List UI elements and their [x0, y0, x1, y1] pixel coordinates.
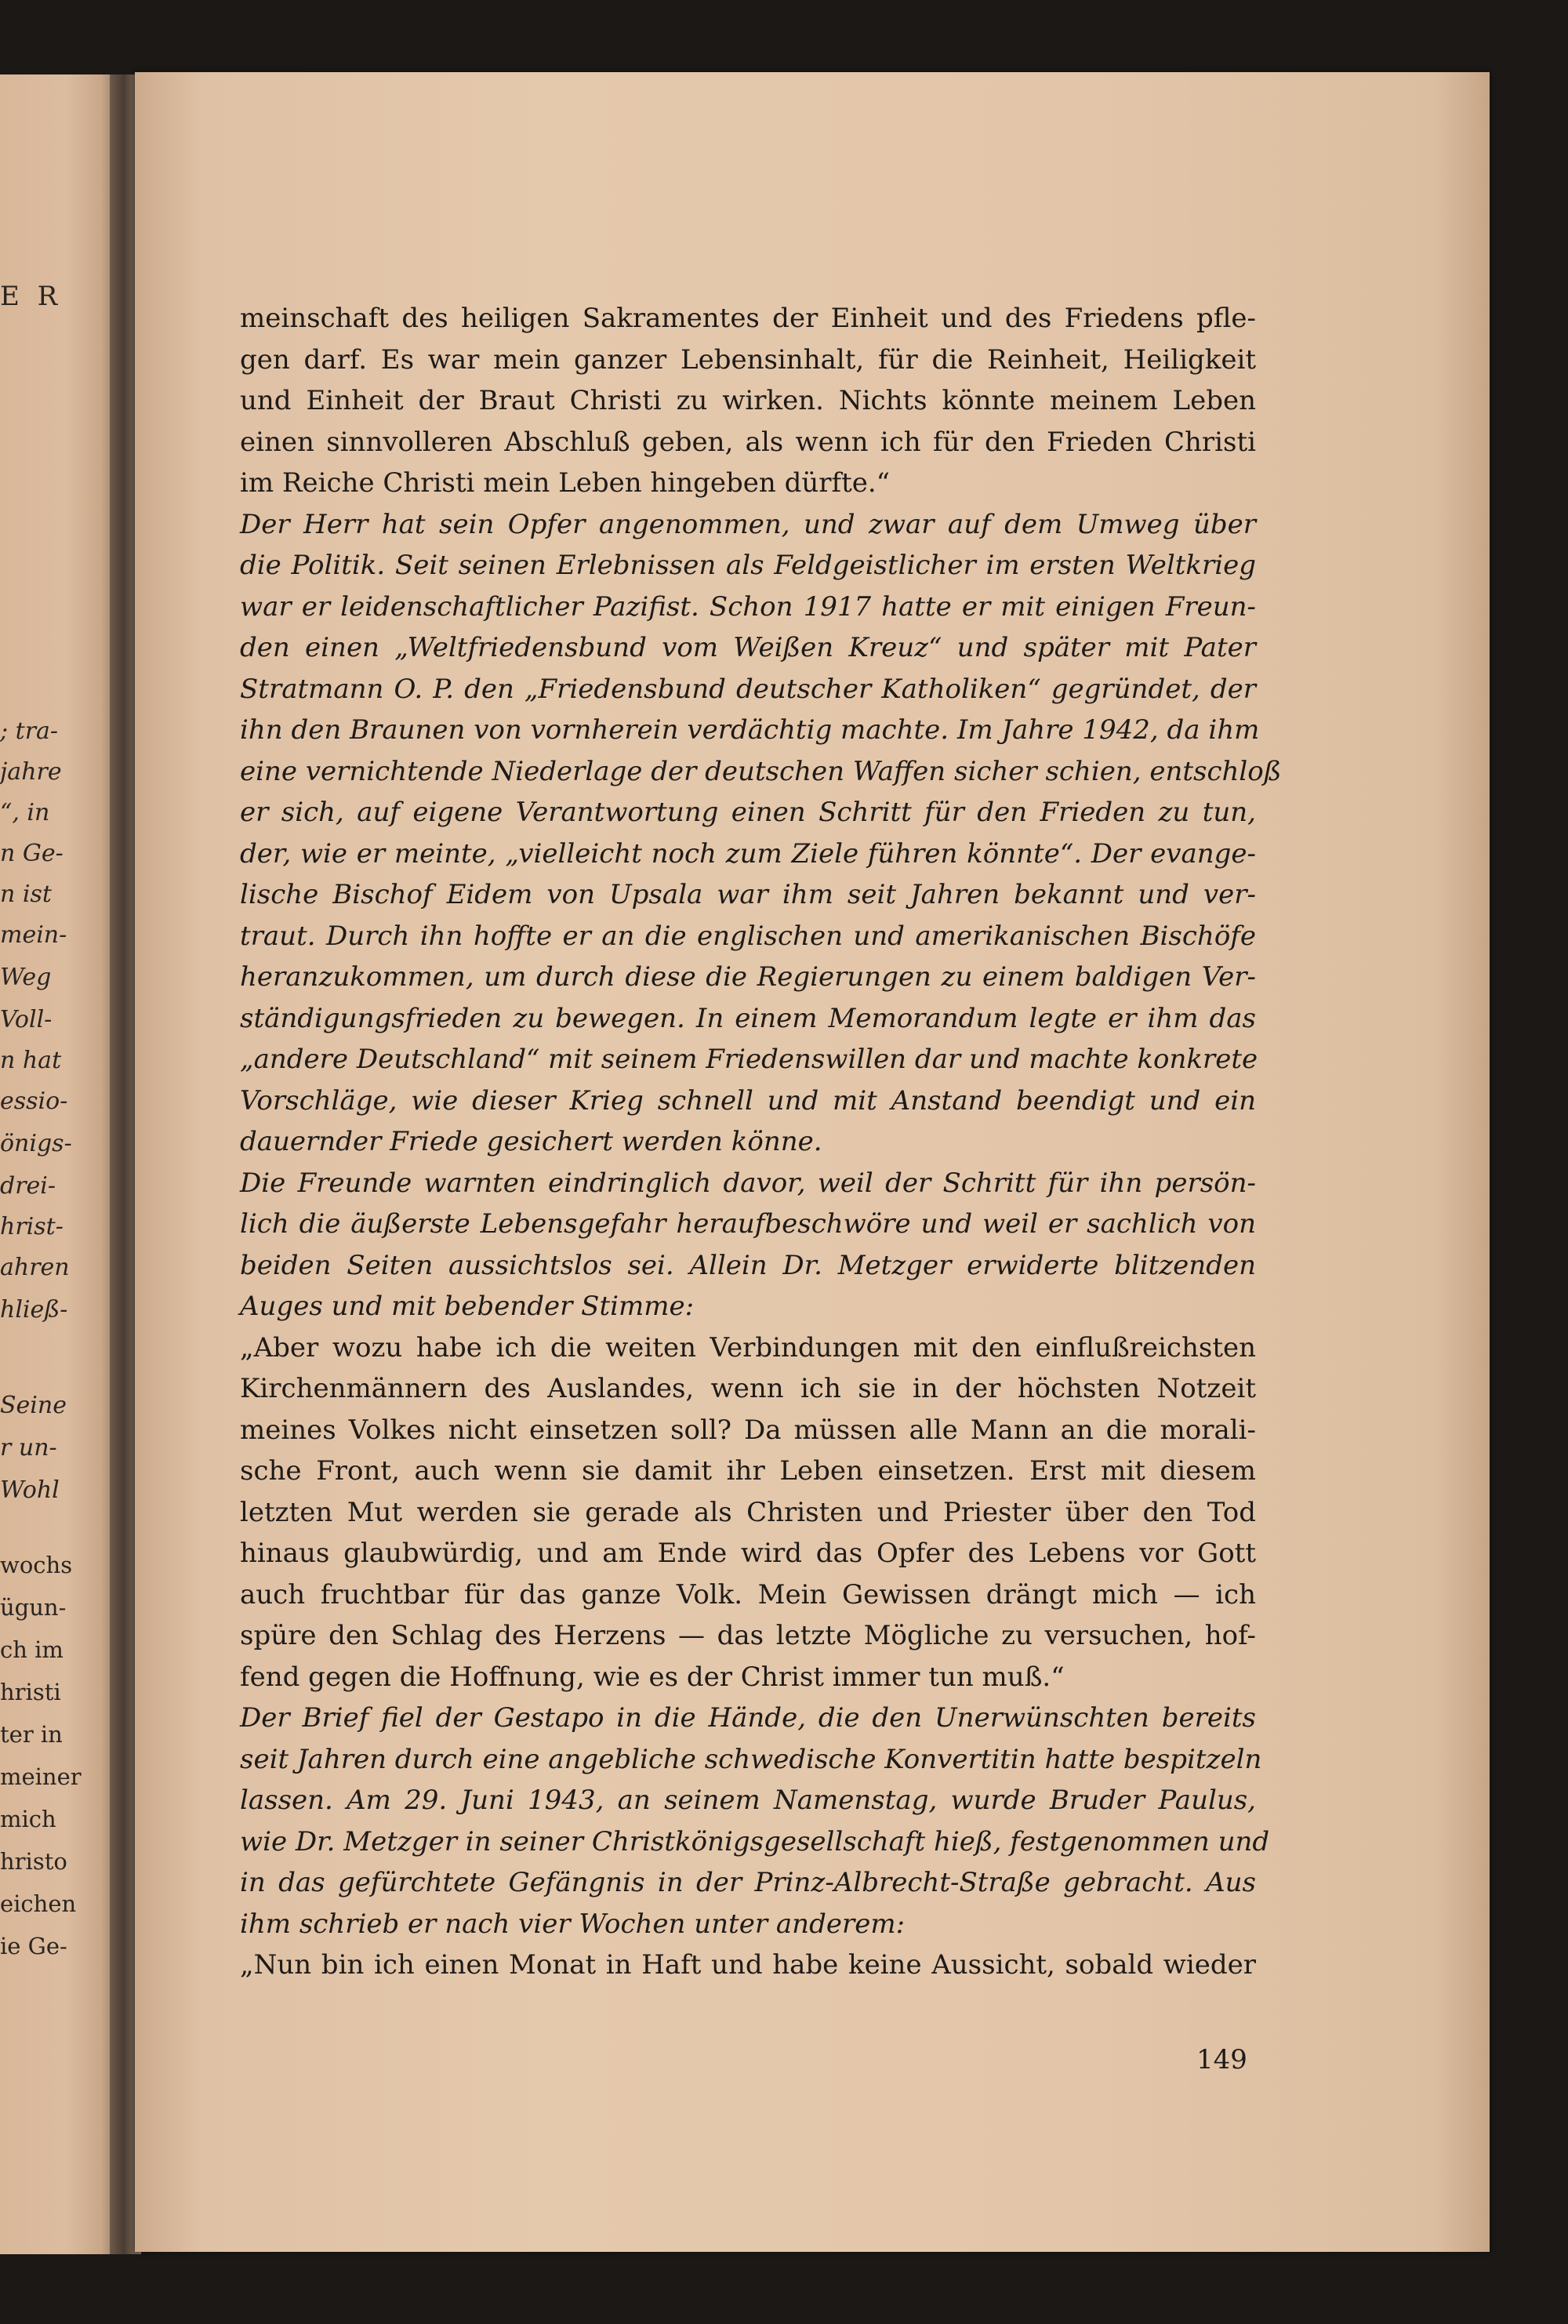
text-line: meines Volkes nicht einsetzen soll? Da müssen alle Mann an die morali- — [240, 1414, 1256, 1446]
left-fragment: meiner — [0, 1763, 82, 1790]
left-fragment: wochs — [0, 1552, 73, 1578]
text-line: „andere Deutschland“ mit seinem Friedenswillen dar und machte konkrete — [240, 1044, 1258, 1075]
left-fragment: Wohl — [0, 1476, 60, 1504]
text-line: Vorschläge, wie dieser Krieg schnell und mit Anstand beendigt und ein — [240, 1084, 1256, 1117]
left-page-fragment — [0, 74, 119, 2254]
text-line: spüre den Schlag des Herzens — das letzte Mögliche zu versuchen, hof- — [240, 1620, 1256, 1651]
text-line: letzten Mut werden sie gerade als Christen und Priester über den Tod — [240, 1496, 1256, 1528]
page-number: 149 — [1196, 2044, 1247, 2075]
left-fragment: hristi — [0, 1679, 61, 1705]
text-line: ihm schrieb er nach vier Wochen unter anderem: — [240, 1908, 906, 1940]
text-line: seit Jahren durch eine angebliche schwedische Konvertitin hatte bespitzeln — [240, 1743, 1262, 1775]
left-fragment: ahren — [0, 1254, 70, 1281]
left-fragment: jahre — [0, 758, 62, 786]
left-fragment: ; tra- — [0, 717, 59, 745]
text-line: meinschaft des heiligen Sakramentes der Einheit und des Friedens pfle- — [240, 303, 1256, 334]
text-line: einen sinnvolleren Abschluß geben, als wenn ich für den Frieden Christi — [240, 426, 1256, 458]
text-line: beiden Seiten aussichtslos sei. Allein Dr. Metzger erwiderte blitzenden — [240, 1249, 1256, 1281]
text-line: Auges und mit bebender Stimme: — [240, 1291, 695, 1322]
text-line: lich die äußerste Lebensgefahr heraufbeschwöre und weil er sachlich von — [240, 1208, 1256, 1240]
text-line: im Reiche Christi mein Leben hingeben dürfte.“ — [240, 467, 891, 499]
text-line: lische Bischof Eidem von Upsala war ihm seit Jahren bekannt und ver- — [240, 879, 1256, 910]
text-line: gen darf. Es war mein ganzer Lebensinhalt, für die Reinheit, Heiligkeit — [240, 343, 1256, 376]
left-fragment: hristo — [0, 1848, 67, 1875]
left-fragment: Seine — [0, 1392, 67, 1419]
text-line: in das gefürchtete Gefängnis in der Prinz-Albrecht-Straße gebracht. Aus — [240, 1867, 1256, 1898]
text-line: ihn den Braunen von vornherein verdächtig machte. Im Jahre 1942, da ihm — [240, 714, 1260, 746]
text-line: Die Freunde warnten eindringlich davor, weil der Schritt für ihn persön- — [240, 1167, 1256, 1199]
text-line: traut. Durch ihn hoffte er an die englischen und amerikanischen Bischöfe — [240, 920, 1256, 952]
text-line: sche Front, auch wenn sie damit ihr Leben einsetzen. Erst mit diesem — [240, 1455, 1256, 1487]
text-line: er sich, auf eigene Verantwortung einen Schritt für den Frieden zu tun, — [240, 797, 1256, 828]
left-fragment: n ist — [0, 881, 52, 908]
left-fragment: n hat — [0, 1047, 62, 1074]
text-line: „Nun bin ich einen Monat in Haft und habe keine Aussicht, sobald wieder — [240, 1949, 1256, 1981]
text-line: der, wie er meinte, „vielleicht noch zum Ziele führen könnte“. Der evange- — [240, 837, 1256, 870]
left-fragment: hrist- — [0, 1213, 64, 1240]
text-line: Der Brief fiel der Gestapo in die Hände, die den Unerwünschten bereits — [240, 1702, 1256, 1734]
text-line: Stratmann O. P. den „Friedensbund deutscher Katholiken“ gegründet, der — [240, 673, 1256, 705]
text-line: auch fruchtbar für das ganze Volk. Mein Gewissen drängt mich — ich — [240, 1578, 1256, 1610]
left-fragment: mich — [0, 1806, 56, 1832]
left-fragment: Weg — [0, 964, 52, 991]
text-line: dauernder Friede gesichert werden könne. — [240, 1126, 822, 1157]
left-fragment: essio- — [0, 1088, 68, 1115]
left-fragment: eichen — [0, 1890, 77, 1917]
left-fragment: Voll- — [0, 1006, 53, 1033]
text-line: wie Dr. Metzger in seiner Christkönigsgesellschaft hieß, festgenommen und — [240, 1825, 1270, 1857]
left-fragment: ter in — [0, 1721, 63, 1748]
text-line: und Einheit der Braut Christi zu wirken. Nichts könnte meinem Leben — [240, 385, 1256, 416]
left-fragment: r un- — [0, 1434, 57, 1462]
left-fragment: drei- — [0, 1172, 56, 1200]
left-fragment: önigs- — [0, 1130, 72, 1157]
text-line: eine vernichtende Niederlage der deutschen Waffen sicher schien, entschloß — [240, 755, 1282, 787]
left-fragment: n Ge- — [0, 840, 64, 867]
text-line: hinaus glaubwürdig, und am Ende wird das Opfer des Lebens vor Gott — [240, 1538, 1256, 1569]
left-fragment: E R — [0, 281, 63, 312]
text-line: Kirchenmännern des Auslandes, wenn ich sie in der höchsten Notzeit — [240, 1373, 1256, 1404]
left-fragment: “, in — [0, 799, 50, 826]
left-fragment: ie Ge- — [0, 1933, 67, 1959]
left-fragment: ch im — [0, 1636, 64, 1663]
page-body-text — [240, 298, 1282, 1986]
text-line: „Aber wozu habe ich die weiten Verbindungen mit den einflußreichsten — [240, 1331, 1256, 1364]
text-line: fend gegen die Hoffnung, wie es der Christ immer tun muß.“ — [240, 1661, 1065, 1693]
left-fragment: mein- — [0, 921, 67, 949]
left-fragment: ügun- — [0, 1594, 67, 1621]
text-line: lassen. Am 29. Juni 1943, an seinem Namenstag, wurde Bruder Paulus, — [240, 1785, 1256, 1816]
text-line: war er leidenschaftlicher Pazifist. Schon 1917 hatte er mit einigen Freun- — [240, 590, 1256, 623]
text-line: Der Herr hat sein Opfer angenommen, und zwar auf dem Umweg über — [240, 508, 1256, 540]
text-line: den einen „Weltfriedensbund vom Weißen Kreuz“ und später mit Pater — [240, 632, 1256, 663]
text-line: ständigungsfrieden zu bewegen. In einem Memorandum legte er ihm das — [240, 1002, 1256, 1034]
text-line: die Politik. Seit seinen Erlebnissen als Feldgeistlicher im ersten Weltkrieg — [240, 550, 1256, 581]
left-fragment: hließ- — [0, 1296, 68, 1324]
text-line: heranzukommen, um durch diese die Regierungen zu einem baldigen Ver- — [240, 961, 1256, 993]
right-page — [135, 72, 1490, 2252]
